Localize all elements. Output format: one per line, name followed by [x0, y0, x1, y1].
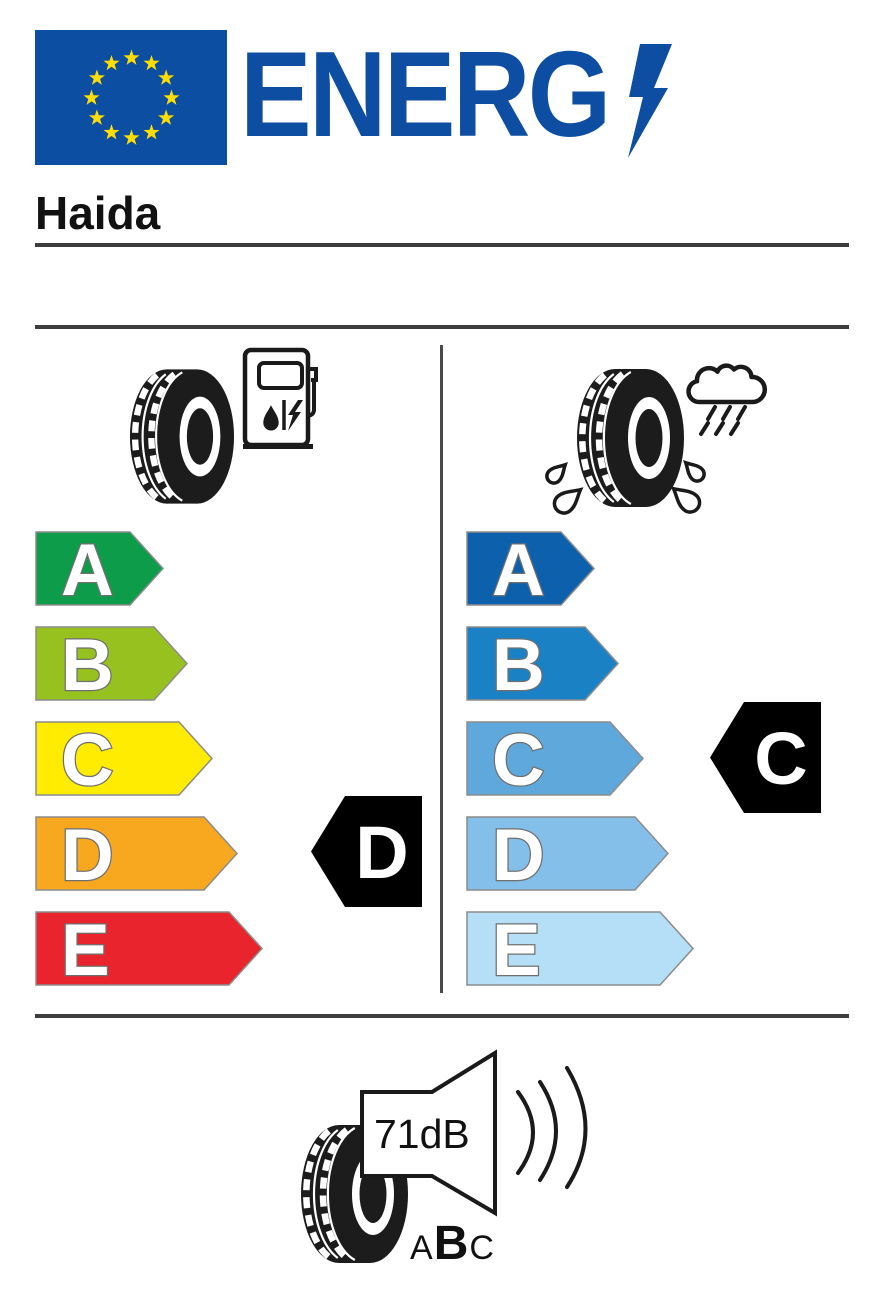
fuel-grade-arrow-b — [35, 626, 189, 702]
grade-letter: D — [492, 816, 545, 892]
fuel-pump-icon — [243, 350, 316, 447]
grade-letter: D — [61, 816, 114, 892]
tire-icon — [577, 369, 684, 507]
eu-flag — [35, 30, 227, 165]
noise-speaker-icon — [352, 1045, 597, 1220]
brand-name: Haida — [35, 187, 161, 239]
sound-wave-icon — [518, 1068, 586, 1187]
wet-grade-arrow-a — [466, 531, 596, 607]
fuel-grade-arrow-e — [35, 911, 264, 987]
grade-letter: C — [61, 721, 114, 797]
fuel-rating-pointer — [311, 796, 422, 907]
grade-letter: A — [61, 531, 114, 607]
fuel-grade-arrow-c — [35, 721, 214, 797]
noise-class-b-selected: B — [433, 1217, 469, 1270]
grade-letter: B — [61, 626, 114, 702]
wet-grade-arrow-b — [466, 626, 620, 702]
grade-letter: E — [61, 911, 110, 987]
fuel-grade-arrow-a — [35, 531, 165, 607]
vertical-divider — [440, 345, 443, 993]
wet-grip-icon — [540, 345, 790, 520]
wet-rating-pointer — [710, 702, 821, 813]
energ-text: ENERG — [240, 36, 609, 163]
noise-class-c: C — [469, 1229, 494, 1267]
wet-rating-value: C — [754, 717, 808, 800]
energ-logo — [240, 36, 700, 171]
fuel-grade-arrow-d — [35, 816, 239, 892]
wet-grade-arrow-d — [466, 816, 670, 892]
wet-grade-arrow-e — [466, 911, 695, 987]
fuel-efficiency-icon — [126, 347, 322, 513]
noise-class-scale — [410, 1217, 494, 1270]
lightning-bolt-icon — [628, 44, 672, 158]
grade-letter: C — [492, 721, 545, 797]
noise-level-value: 71dB — [374, 1111, 470, 1157]
grade-letter: A — [492, 531, 545, 607]
tire-icon — [130, 369, 234, 503]
rain-cloud-icon — [689, 366, 765, 434]
grade-letter: B — [492, 626, 545, 702]
noise-class-a: A — [410, 1229, 433, 1267]
wet-grade-arrow-c — [466, 721, 645, 797]
divider-line-top — [35, 243, 849, 247]
grade-letter: E — [492, 911, 541, 987]
fuel-rating-value: D — [355, 811, 409, 894]
divider-line-section — [35, 325, 849, 329]
divider-line-bottom — [35, 1014, 849, 1018]
